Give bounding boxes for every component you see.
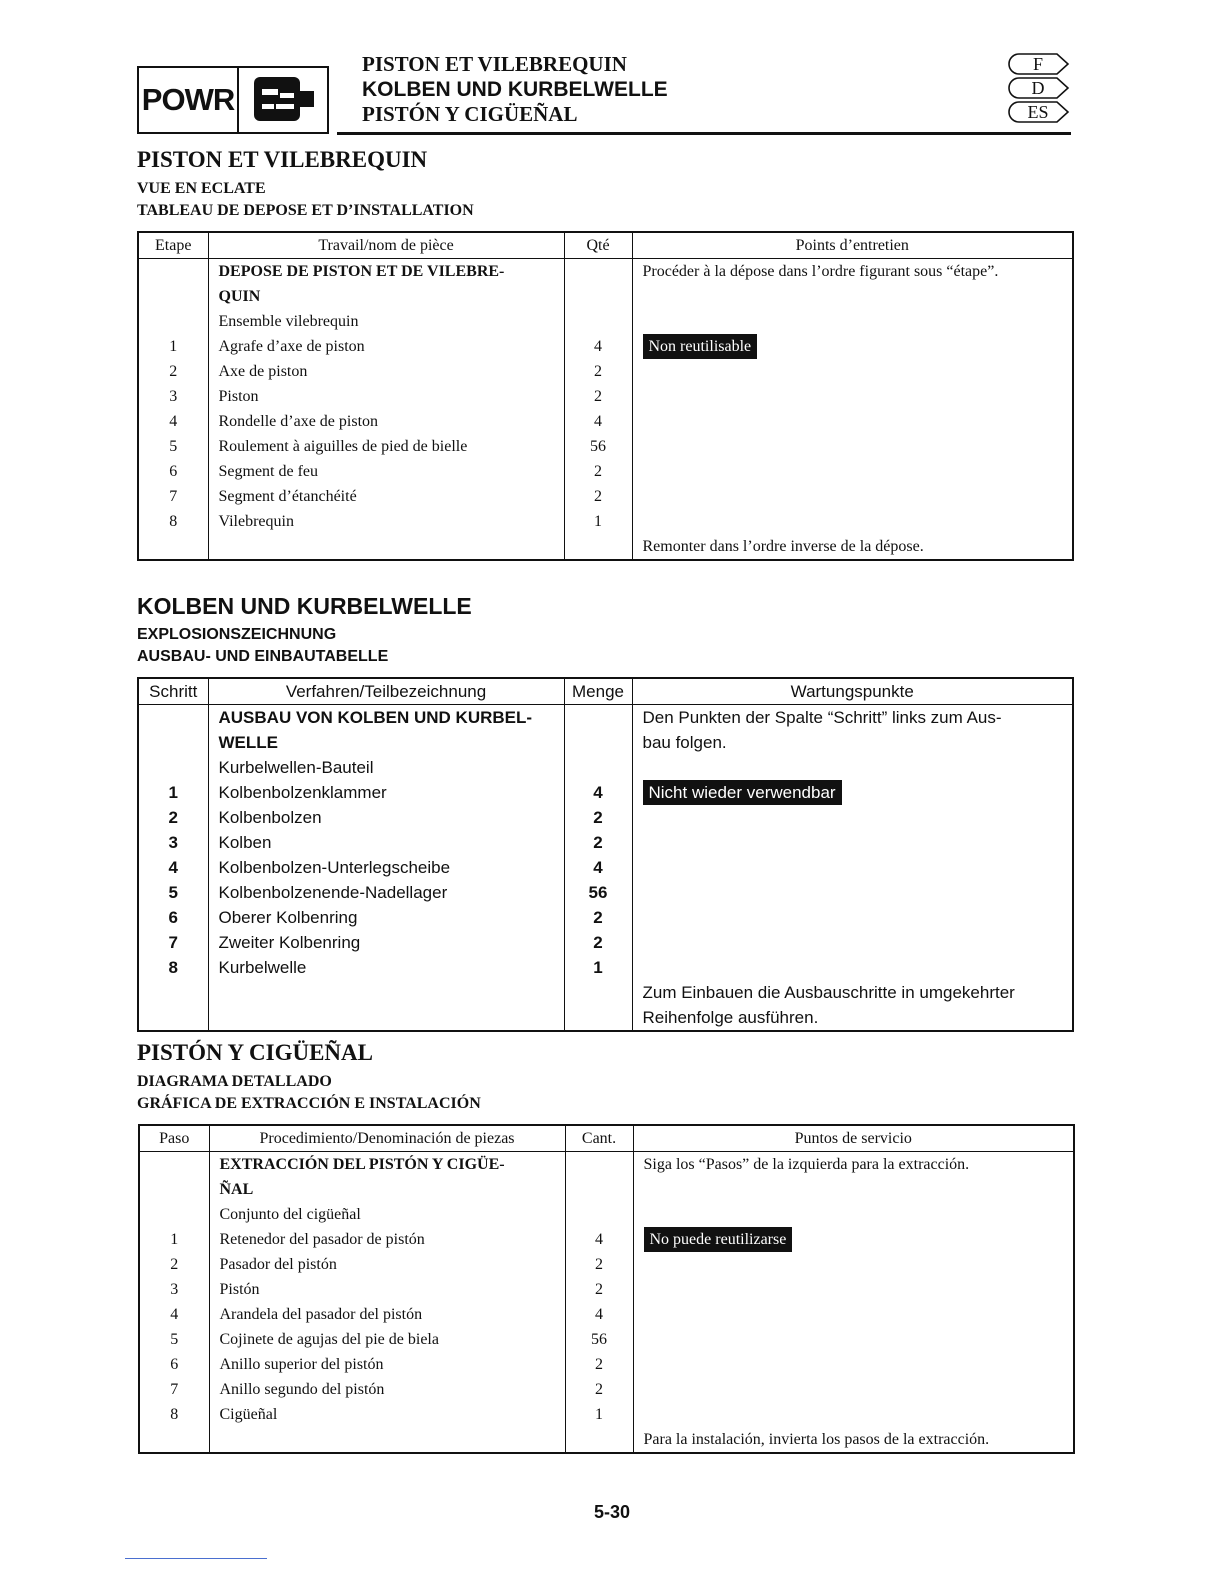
page-number: 5-30 [593, 1502, 631, 1522]
procedure-heading: AUSBAU VON KOLBEN UND KURBEL- [218, 708, 533, 727]
not-reusable-badge: No puede reutilizarse [644, 1227, 793, 1252]
section-subtitle: GRÁFICA DE EXTRACCIÓN E INSTALACIÓN [137, 1095, 481, 1112]
qty-cell: 2 [594, 388, 602, 405]
qty-cell: 1 [593, 958, 603, 977]
step-cell: 3 [168, 833, 178, 852]
header-title-de: KOLBEN UND KURBELWELLE [362, 78, 668, 101]
step-cell: 8 [170, 1406, 179, 1423]
col-header-step: Schritt [138, 678, 208, 705]
procedure-note: bau folgen. [642, 733, 727, 752]
table-es [138, 1124, 1075, 1454]
qty-cell: 56 [591, 1331, 607, 1348]
reassembly-note: Remonter dans l’ordre inverse de la dépose. [642, 538, 924, 555]
assembly-name: Ensemble vilebrequin [218, 313, 359, 330]
notes-column [633, 1152, 1074, 1454]
step-cell: 4 [169, 413, 178, 430]
part-cell: Kolben [218, 833, 272, 852]
step-cell: 5 [169, 438, 178, 455]
part-cell: Segment d’étanchéité [218, 488, 357, 505]
col-header-part: Procedimiento/Denominación de piezas [209, 1125, 565, 1152]
section-subtitle: EXPLOSIONSZEICHNUNG [137, 626, 337, 643]
qty-cell: 2 [595, 1281, 603, 1298]
section-subtitle: TABLEAU DE DEPOSE ET D’INSTALLATION [137, 202, 474, 219]
step-cell: 6 [168, 908, 178, 927]
part-column [209, 1152, 565, 1454]
part-cell: Axe de piston [218, 363, 308, 380]
header-divider [337, 132, 1071, 135]
part-cell: Kolbenbolzen [218, 808, 322, 827]
qty-cell: 2 [595, 1256, 603, 1273]
qty-column [564, 705, 632, 1032]
notes-column [632, 259, 1073, 561]
part-column [208, 259, 564, 561]
powr-logo [137, 66, 329, 134]
part-cell: Kolbenbolzenklammer [218, 783, 387, 802]
part-cell: Anillo superior del pistón [219, 1356, 384, 1373]
col-header-part: Travail/nom de pièce [208, 232, 564, 259]
section-subtitle: DIAGRAMA DETALLADO [137, 1073, 332, 1090]
procedure-heading: WELLE [218, 733, 278, 752]
part-cell: Rondelle d’axe de piston [218, 413, 379, 430]
qty-cell: 2 [594, 363, 602, 380]
step-column [138, 705, 208, 1032]
step-cell: 8 [168, 958, 178, 977]
qty-cell: 4 [595, 1306, 603, 1323]
part-cell: Vilebrequin [218, 513, 294, 530]
procedure-heading: EXTRACCIÓN DEL PISTÓN Y CIGÜE- [219, 1156, 505, 1173]
qty-cell: 2 [595, 1356, 603, 1373]
logo-text: POWR [139, 68, 239, 132]
qty-cell: 2 [594, 463, 602, 480]
lang-badge-f: F [1006, 52, 1070, 76]
procedure-note: Siga los “Pasos” de la izquierda para la extracción. [643, 1156, 970, 1173]
qty-cell: 2 [593, 808, 603, 827]
qty-cell: 4 [593, 783, 603, 802]
procedure-note: Den Punkten der Spalte “Schritt” links zum Aus- [642, 708, 1002, 727]
section-title: PISTÓN Y CIGÜEÑAL [137, 1040, 373, 1065]
lang-badge-d: D [1006, 76, 1070, 100]
part-cell: Pistón [219, 1281, 260, 1298]
qty-cell: 4 [594, 413, 602, 430]
part-column [208, 705, 564, 1032]
qty-cell: 4 [595, 1231, 603, 1248]
procedure-heading: DEPOSE DE PISTON ET DE VILEBRE- [218, 263, 505, 280]
table-fr [137, 231, 1074, 561]
part-cell: Oberer Kolbenring [218, 908, 358, 927]
step-cell: 2 [168, 808, 178, 827]
qty-cell: 2 [594, 488, 602, 505]
qty-cell: 2 [593, 833, 603, 852]
qty-column [565, 1152, 633, 1454]
qty-cell: 2 [593, 908, 603, 927]
qty-cell: 4 [593, 858, 603, 877]
section-de [137, 592, 472, 668]
part-cell: Piston [218, 388, 259, 405]
reassembly-note: Para la instalación, invierta los pasos de la extracción. [643, 1431, 990, 1448]
step-cell: 7 [169, 488, 178, 505]
step-cell: 4 [170, 1306, 179, 1323]
qty-cell: 1 [594, 513, 602, 530]
part-cell: Kolbenbolzenende-Nadellager [218, 883, 448, 902]
assembly-name: Conjunto del cigüeñal [219, 1206, 361, 1223]
part-cell: Anillo segundo del pistón [219, 1381, 385, 1398]
part-cell: Pasador del pistón [219, 1256, 337, 1273]
part-cell: Zweiter Kolbenring [218, 933, 361, 952]
col-header-notes: Points d’entretien [632, 232, 1073, 259]
qty-column [564, 259, 632, 561]
lang-badge-es: ES [1006, 100, 1070, 124]
reassembly-note: Zum Einbauen die Ausbauschritte in umgekehrter [642, 983, 1015, 1002]
step-column [138, 259, 208, 561]
section-title: KOLBEN UND KURBELWELLE [137, 593, 472, 619]
step-cell: 5 [168, 883, 178, 902]
engine-icon [239, 68, 327, 132]
col-header-part: Verfahren/Teilbezeichnung [208, 678, 564, 705]
section-subtitle: AUSBAU- UND EINBAUTABELLE [137, 648, 389, 665]
qty-cell: 4 [594, 338, 602, 355]
section-title: PISTON ET VILEBREQUIN [137, 147, 428, 172]
step-cell: 4 [168, 858, 178, 877]
step-cell: 6 [169, 463, 178, 480]
col-header-notes: Puntos de servicio [633, 1125, 1074, 1152]
step-cell: 5 [170, 1331, 179, 1348]
procedure-heading: QUIN [218, 288, 261, 305]
reassembly-note: Reihenfolge ausführen. [642, 1008, 819, 1027]
col-header-qty: Menge [564, 678, 632, 705]
col-header-step: Etape [138, 232, 208, 259]
assembly-name: Kurbelwellen-Bauteil [218, 758, 374, 777]
header-titles [362, 52, 668, 127]
part-cell: Retenedor del pasador de pistón [219, 1231, 425, 1248]
step-cell: 1 [169, 338, 178, 355]
step-cell: 6 [170, 1356, 179, 1373]
step-cell: 2 [170, 1256, 179, 1273]
qty-cell: 2 [593, 933, 603, 952]
col-header-step: Paso [139, 1125, 209, 1152]
step-cell: 8 [169, 513, 178, 530]
step-cell: 3 [169, 388, 178, 405]
step-column [139, 1152, 209, 1454]
section-fr [137, 146, 474, 222]
col-header-qty: Cant. [565, 1125, 633, 1152]
qty-cell: 2 [595, 1381, 603, 1398]
procedure-note: Procéder à la dépose dans l’ordre figurant sous “étape”. [642, 263, 999, 280]
step-cell: 1 [170, 1231, 179, 1248]
not-reusable-badge: Nicht wieder verwendbar [643, 780, 842, 805]
part-cell: Segment de feu [218, 463, 319, 480]
step-cell: 2 [169, 363, 178, 380]
section-subtitle: VUE EN ECLATE [137, 180, 266, 197]
notes-column [632, 705, 1073, 1032]
procedure-heading: ÑAL [219, 1181, 254, 1198]
header-title-es: PISTÓN Y CIGÜEÑAL [362, 102, 578, 126]
qty-cell: 56 [590, 438, 606, 455]
footer-rule [125, 1558, 267, 1559]
step-cell: 1 [168, 783, 178, 802]
part-cell: Cojinete de agujas del pie de biela [219, 1331, 439, 1348]
part-cell: Kolbenbolzen-Unterlegscheibe [218, 858, 451, 877]
part-cell: Cigüeñal [219, 1406, 278, 1423]
col-header-notes: Wartungspunkte [632, 678, 1073, 705]
section-es [137, 1039, 481, 1115]
table-de [137, 677, 1074, 1032]
step-cell: 7 [170, 1381, 179, 1398]
qty-cell: 56 [588, 883, 608, 902]
step-cell: 7 [168, 933, 178, 952]
step-cell: 3 [170, 1281, 179, 1298]
part-cell: Roulement à aiguilles de pied de bielle [218, 438, 468, 455]
part-cell: Agrafe d’axe de piston [218, 338, 365, 355]
not-reusable-badge: Non reutilisable [643, 334, 758, 359]
header-title-fr: PISTON ET VILEBREQUIN [362, 52, 627, 76]
part-cell: Arandela del pasador del pistón [219, 1306, 423, 1323]
qty-cell: 1 [595, 1406, 603, 1423]
part-cell: Kurbelwelle [218, 958, 307, 977]
col-header-qty: Qté [564, 232, 632, 259]
